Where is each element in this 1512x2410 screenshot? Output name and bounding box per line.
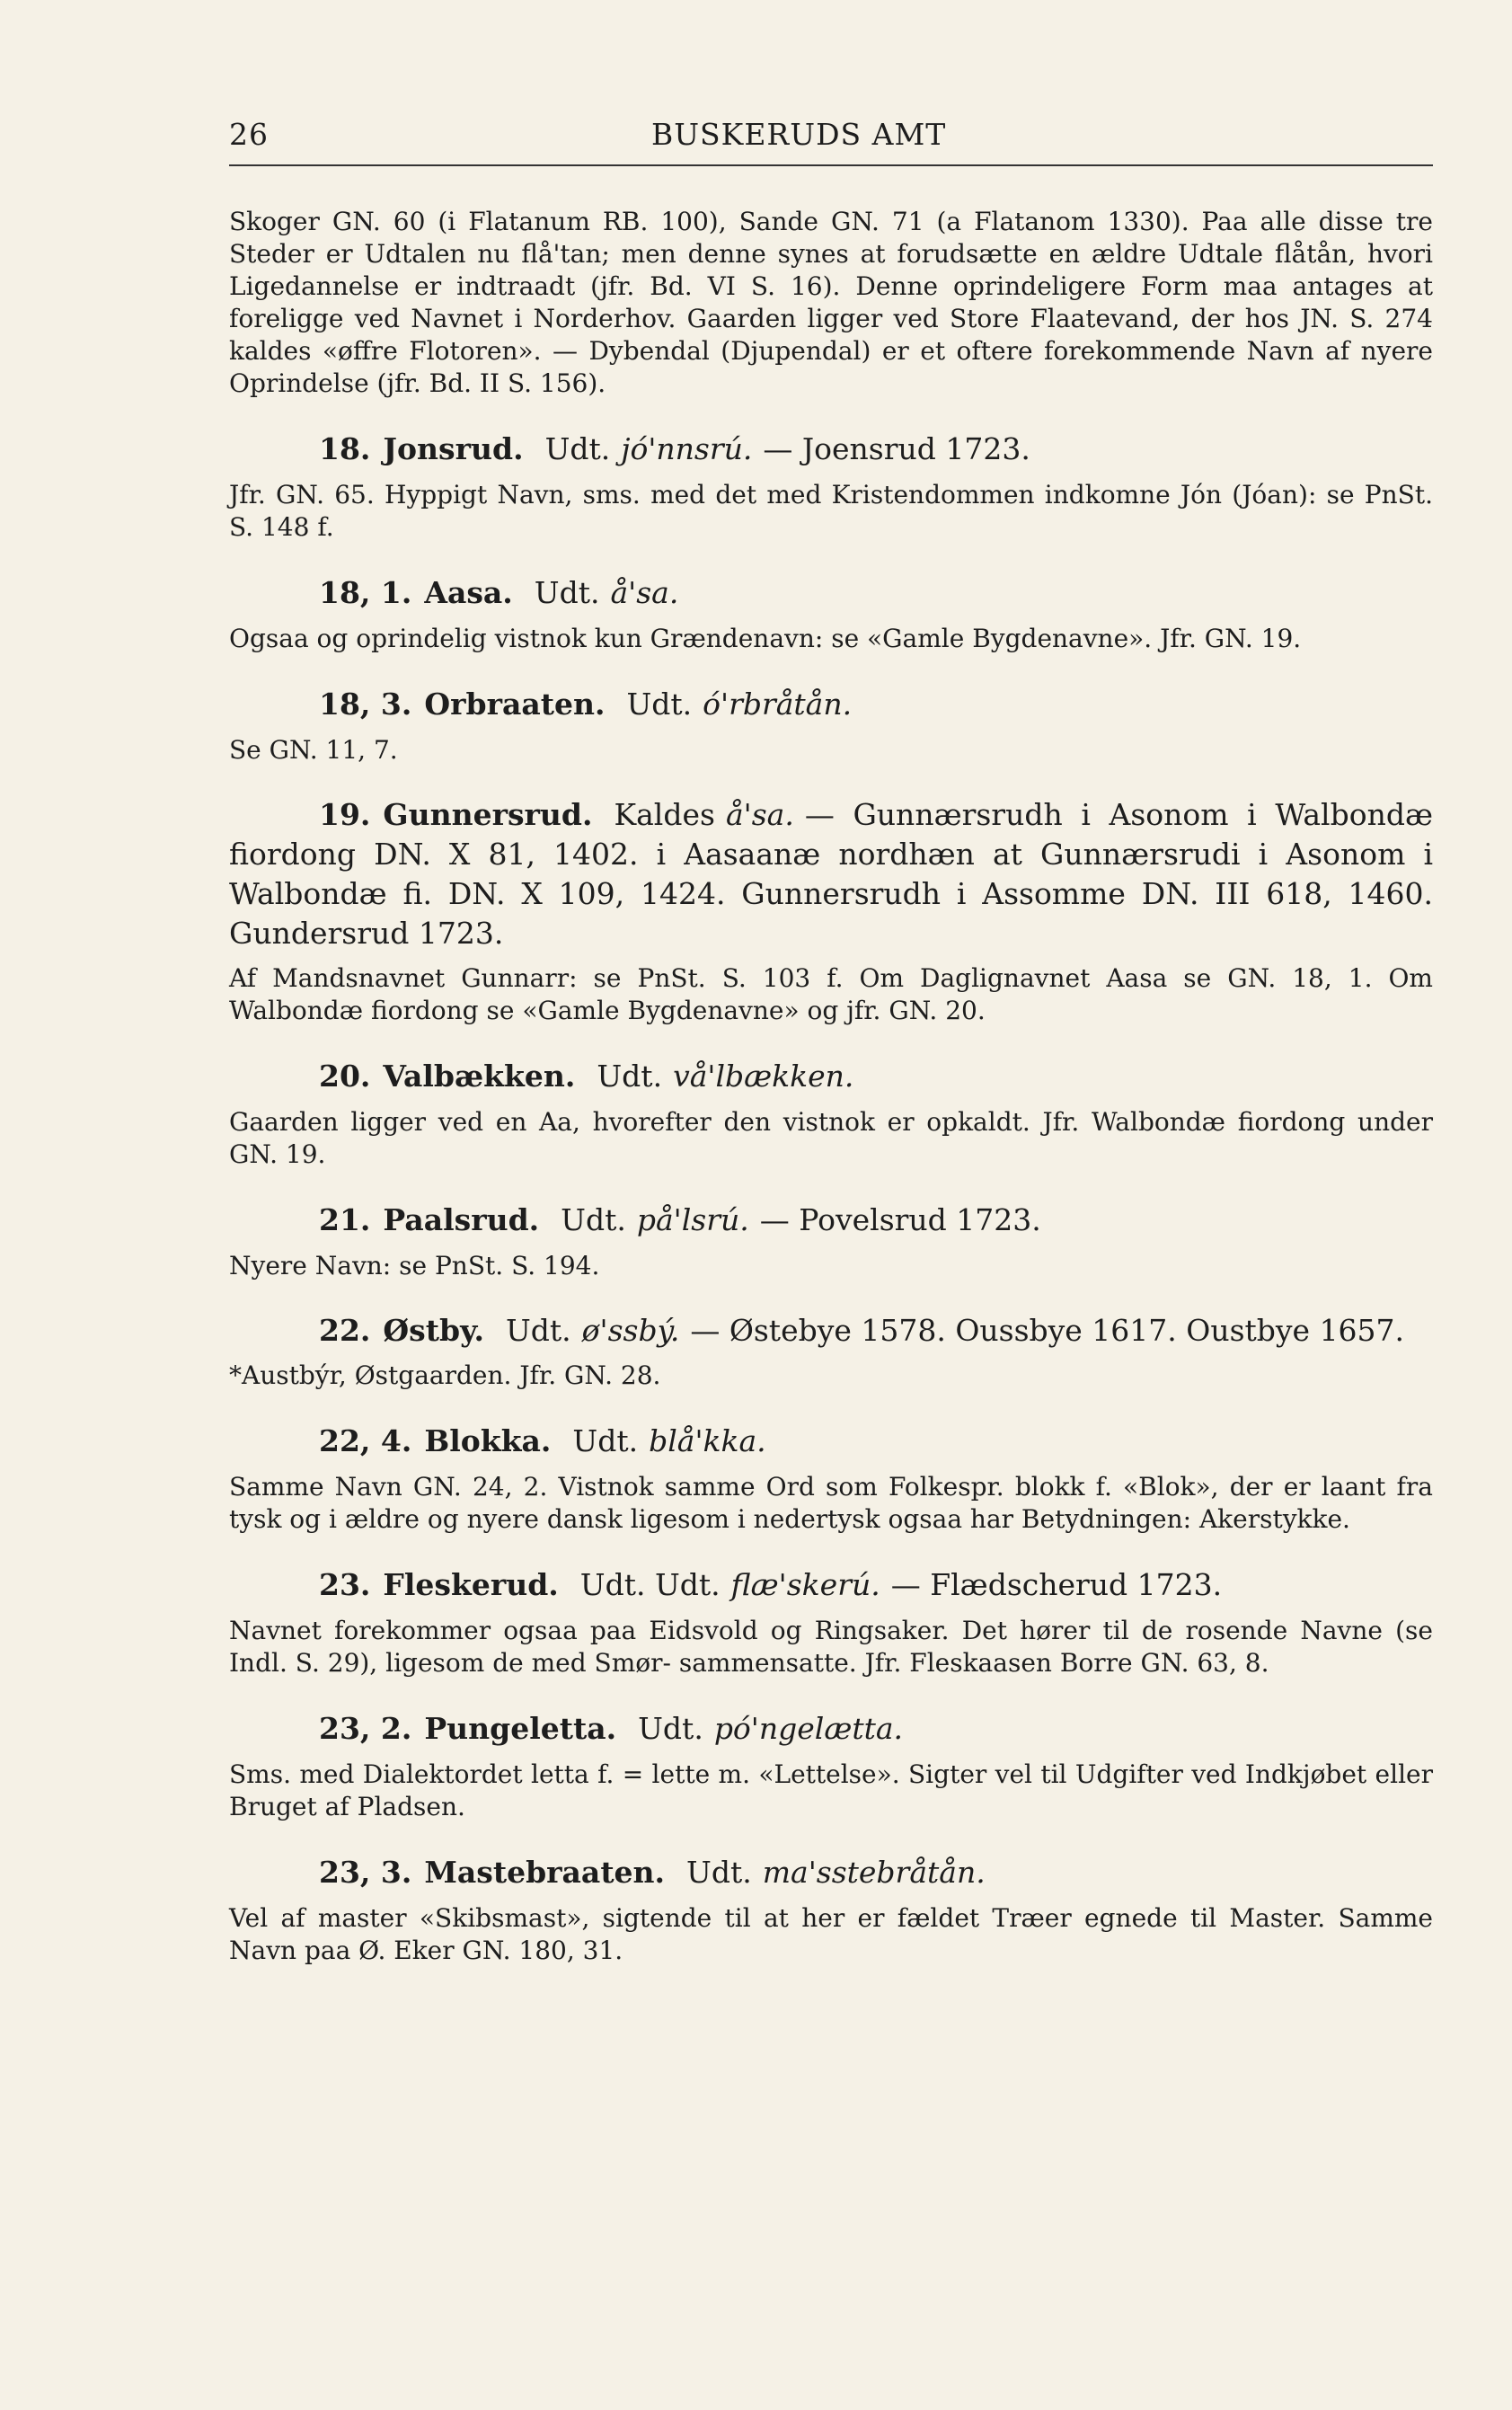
entry-heading [229, 1056, 1433, 1097]
entry-heading [229, 1311, 1433, 1351]
entry-23-3 [229, 1852, 1433, 1967]
entry-heading [229, 1421, 1433, 1462]
entry-18 [229, 429, 1433, 544]
entry-rest: — Joensrud 1723. [763, 431, 1030, 466]
entry-note: Se GN. 11, 7. [229, 735, 398, 765]
entry-pronunciation: ó'rbråtån. [703, 687, 853, 722]
entry-number: 21. [319, 1202, 371, 1237]
entry-20 [229, 1056, 1433, 1171]
page-header [229, 117, 1433, 166]
entry-21 [229, 1200, 1433, 1282]
entry-note: Ogsaa og oprindelig vistnok kun Grændenavn: se «Gamle Bygdenavne». Jfr. GN. 19. [229, 624, 1302, 653]
entry-udt: Udt. [572, 1423, 639, 1458]
entry-name: Østby. [383, 1313, 484, 1348]
entry-udt: Udt. Udt. [579, 1567, 721, 1602]
entry-19 [229, 795, 1433, 1027]
entry-pronunciation: blå'kka. [649, 1423, 766, 1458]
book-page [229, 117, 1433, 1967]
entry-pronunciation: vå'lbækken. [673, 1059, 854, 1094]
entry-number: 18. [319, 431, 371, 466]
entry-name: Fleskerud. [383, 1567, 559, 1602]
entry-name: Jonsrud. [383, 431, 524, 466]
entry-note: Vel af master «Skibsmast», sigtende til at her er fældet Træer egnede til Master. Samme Navn paa Ø. Eker GN. 180, 31. [229, 1903, 1433, 1965]
entry-heading [229, 1708, 1433, 1750]
page-number: 26 [229, 117, 269, 152]
entry-udt: Udt. [544, 431, 611, 466]
entry-pronunciation: å'sa. [610, 575, 679, 610]
entry-udt: Udt. [638, 1711, 703, 1746]
entry-number: 20. [319, 1059, 371, 1094]
entry-name: Blokka. [424, 1423, 552, 1458]
entry-18-3 [229, 684, 1433, 766]
entry-22 [229, 1311, 1433, 1392]
entry-rest: — Povelsrud 1723. [759, 1202, 1041, 1237]
entry-pronunciation: pó'ngelætta. [713, 1711, 904, 1746]
entry-number: 18, 1. [319, 575, 412, 610]
entry-udt: Kaldes [614, 797, 715, 832]
entry-heading [229, 1200, 1433, 1241]
entry-name: Mastebraaten. [424, 1855, 666, 1890]
entry-number: 18, 3. [319, 687, 412, 722]
entry-number: 23. [319, 1567, 371, 1602]
entry-pronunciation: på'lsrú. [636, 1202, 749, 1237]
entry-note: Samme Navn GN. 24, 2. Vistnok samme Ord som Folkespr. blokk f. «Blok», der er laant fra tysk og i ældre og nyere dansk ligesom i nedertysk ogsaa har Betydningen: Akerstykke. [229, 1472, 1433, 1534]
entry-heading [229, 795, 1433, 953]
entry-note: Gaarden ligger ved en Aa, hvorefter den vistnok er opkaldt. Jfr. Walbondæ fiordong under GN. 19. [229, 1107, 1433, 1169]
entry-heading [229, 429, 1433, 470]
entry-heading [229, 1564, 1433, 1606]
entry-udt: Udt. [597, 1059, 663, 1094]
entry-note: Sms. med Dialektordet letta f. = lette m. «Lettelse». Sigter vel til Udgifter ved Indkjøbet eller Bruget af Pladsen. [229, 1759, 1433, 1821]
entry-number: 23, 2. [319, 1711, 412, 1746]
entry-name: Valbækken. [383, 1059, 576, 1094]
entry-number: 22, 4. [319, 1423, 412, 1458]
entry-pronunciation: å'sa. [725, 797, 794, 832]
entry-rest: — Gunnærsrudh i Asonom i Walbondæ fiordong DN. X 81, 1402. i Aasaanæ nordhæn at Gunnærsrudi i Asonom i Walbondæ fi. DN. X 109, 1424. Gunnersrudh i Assomme DN. III 618, 1460. Gundersrud 1723. [229, 797, 1433, 951]
entry-note: Jfr. GN. 65. Hyppigt Navn, sms. med det med Kristendommen indkomne Jón (Jóan): se PnSt. S. 148 f. [229, 480, 1433, 542]
running-head: BUSKERUDS AMT [651, 117, 947, 152]
entry-number: 23, 3. [319, 1855, 412, 1890]
entry-pronunciation: flæ'skerú. [730, 1567, 880, 1602]
entry-pronunciation: jó'nnsrú. [621, 431, 753, 466]
entry-udt: Udt. [686, 1855, 752, 1890]
entry-23-2 [229, 1708, 1433, 1823]
entry-heading [229, 684, 1433, 725]
entry-name: Gunnersrud. [383, 797, 593, 832]
entry-note: *Austbýr, Østgaarden. Jfr. GN. 28. [229, 1360, 661, 1390]
entry-note: Af Mandsnavnet Gunnarr: se PnSt. S. 103 f. Om Daglignavnet Aasa se GN. 18, 1. Om Walbondæ fiordong se «Gamle Bygdenavne» og jfr. GN. 20. [229, 963, 1433, 1025]
entry-pronunciation: ma'sstebråtån. [762, 1855, 986, 1890]
entry-number: 19. [319, 797, 371, 832]
entry-23 [229, 1564, 1433, 1679]
entry-name: Paalsrud. [383, 1202, 540, 1237]
entry-udt: Udt. [505, 1313, 571, 1348]
entry-udt: Udt. [626, 687, 693, 722]
entry-pronunciation: ø'ssbý. [581, 1313, 680, 1348]
entry-rest: — Flædscherud 1723. [890, 1567, 1223, 1602]
entry-heading [229, 1852, 1433, 1893]
entry-note: Navnet forekommer ogsaa paa Eidsvold og Ringsaker. Det hører til de rosende Navne (se Indl. S. 29), ligesom de med Smør- sammensatte. Jfr. Fleskaasen Borre GN. 63, 8. [229, 1616, 1433, 1678]
entry-name: Aasa. [424, 575, 513, 610]
entry-rest: — Østebye 1578. Oussbye 1617. Oustbye 1657. [690, 1313, 1405, 1348]
entry-note: Nyere Navn: se PnSt. S. 194. [229, 1251, 600, 1280]
entry-name: Pungeletta. [424, 1711, 617, 1746]
entry-18-1 [229, 572, 1433, 655]
entry-heading [229, 572, 1433, 614]
intro-paragraph: Skoger GN. 60 (i Flatanum RB. 100), Sande GN. 71 (a Flatanom 1330). Paa alle disse tre Steder er Udtalen nu flå'tan; men denne synes at forudsætte en ældre Udtale flåtån, hvori Ligedannelse er indtraadt (jfr. Bd. VI S. 16). Denne oprindeligere Form maa antages at foreligge ved Navnet i Norderhov. Gaarden ligger ved Store Flaatevand, der hos JN. S. 274 kaldes «øffre Flotoren». — Dybendal (Djupendal) er et oftere forekommende Navn af nyere Oprindelse (jfr. Bd. II S. 156). [229, 207, 1433, 398]
entry-udt: Udt. [534, 575, 600, 610]
entry-udt: Udt. [561, 1202, 626, 1237]
entry-name: Orbraaten. [424, 687, 606, 722]
entry-22-4 [229, 1421, 1433, 1536]
entry-number: 22. [319, 1313, 371, 1348]
